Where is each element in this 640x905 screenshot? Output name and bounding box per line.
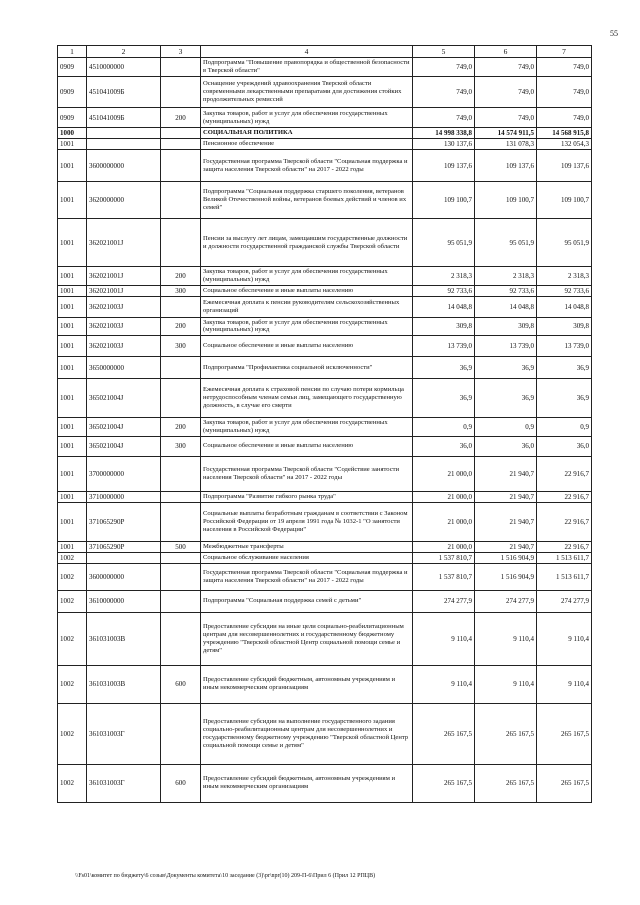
section-code-cell: 1001 xyxy=(58,296,87,317)
header-cell: 3 xyxy=(161,46,201,58)
amount-col7-cell: 22 916,7 xyxy=(537,502,592,541)
table-row xyxy=(58,502,592,541)
description-cell: Предоставление субсидии на выполнение государственного задания социально-реабилитационным центрам для несовершеннолетних и государственному бюджетному учреждению "Тверской областной Центр социальной помощи семье и детям" xyxy=(201,703,413,764)
expense-type-cell: 600 xyxy=(161,665,201,703)
amount-col5-cell: 130 137,6 xyxy=(413,139,475,150)
table-row xyxy=(58,128,592,139)
description-cell: Оснащение учреждений здравоохранения Тверской области современными лекарственными препаратами для достижения стойких продолжительных ремиссий xyxy=(201,77,413,108)
expense-type-cell xyxy=(161,456,201,491)
table-row xyxy=(58,436,592,456)
header-cell: 7 xyxy=(537,46,592,58)
section-code-cell: 1001 xyxy=(58,436,87,456)
amount-col5-cell: 13 739,0 xyxy=(413,336,475,357)
section-code-cell: 1001 xyxy=(58,541,87,552)
description-cell: Государственная программа Тверской области "Социальная поддержка и защита населения Тверской области" на 2017 - 2022 годы xyxy=(201,150,413,182)
amount-col5-cell: 309,8 xyxy=(413,317,475,336)
amount-col5-cell: 21 000,0 xyxy=(413,541,475,552)
table-row xyxy=(58,552,592,563)
expense-type-cell xyxy=(161,58,201,77)
amount-col6-cell: 265 167,5 xyxy=(475,703,537,764)
amount-col6-cell: 749,0 xyxy=(475,58,537,77)
amount-col5-cell: 9 110,4 xyxy=(413,665,475,703)
section-code-cell: 1001 xyxy=(58,336,87,357)
page-number: 55 xyxy=(610,29,618,38)
table-row xyxy=(58,58,592,77)
amount-col5-cell: 265 167,5 xyxy=(413,764,475,802)
section-code-cell: 1001 xyxy=(58,285,87,296)
amount-col5-cell: 14 048,8 xyxy=(413,296,475,317)
target-code-cell: 361031003Г xyxy=(87,703,161,764)
expense-type-cell xyxy=(161,502,201,541)
description-cell: Подпрограмма "Профилактика социальной исключенности" xyxy=(201,357,413,379)
amount-col7-cell: 92 733,6 xyxy=(537,285,592,296)
amount-col6-cell: 95 051,9 xyxy=(475,219,537,267)
amount-col5-cell: 9 110,4 xyxy=(413,612,475,665)
section-code-cell: 0909 xyxy=(58,58,87,77)
description-cell: Предоставление субсидий бюджетным, автономным учреждениям и иным некоммерческим организациям xyxy=(201,764,413,802)
expense-type-cell: 300 xyxy=(161,285,201,296)
target-code-cell: 4510000000 xyxy=(87,58,161,77)
target-code-cell: 365021004J xyxy=(87,436,161,456)
expense-type-cell xyxy=(161,150,201,182)
amount-col6-cell: 36,9 xyxy=(475,357,537,379)
expense-type-cell: 600 xyxy=(161,764,201,802)
amount-col6-cell: 2 318,3 xyxy=(475,267,537,286)
table-row xyxy=(58,418,592,437)
amount-col7-cell: 9 110,4 xyxy=(537,612,592,665)
amount-col5-cell: 749,0 xyxy=(413,108,475,128)
amount-col5-cell: 2 318,3 xyxy=(413,267,475,286)
amount-col6-cell: 131 078,3 xyxy=(475,139,537,150)
table-row xyxy=(58,764,592,802)
expense-type-cell xyxy=(161,703,201,764)
description-cell: Закупка товаров, работ и услуг для обеспечения государственных (муниципальных) нужд xyxy=(201,317,413,336)
amount-col7-cell: 109 137,6 xyxy=(537,150,592,182)
amount-col6-cell: 14 574 911,5 xyxy=(475,128,537,139)
table-row xyxy=(58,703,592,764)
description-cell: Ежемесячная доплата к пенсии руководителям сельскохозяйственных организаций xyxy=(201,296,413,317)
amount-col7-cell: 265 167,5 xyxy=(537,764,592,802)
table-row xyxy=(58,590,592,612)
amount-col7-cell: 1 513 611,7 xyxy=(537,563,592,590)
expense-type-cell xyxy=(161,379,201,418)
section-code-cell: 1002 xyxy=(58,590,87,612)
target-code-cell xyxy=(87,552,161,563)
table-row xyxy=(58,285,592,296)
amount-col5-cell: 21 000,0 xyxy=(413,491,475,502)
table-row xyxy=(58,456,592,491)
amount-col5-cell: 749,0 xyxy=(413,58,475,77)
amount-col5-cell: 14 998 338,8 xyxy=(413,128,475,139)
amount-col6-cell: 749,0 xyxy=(475,108,537,128)
target-code-cell: 3610000000 xyxy=(87,590,161,612)
target-code-cell: 361031003В xyxy=(87,612,161,665)
amount-col7-cell: 95 051,9 xyxy=(537,219,592,267)
description-cell: Социальное обеспечение и иные выплаты населению xyxy=(201,436,413,456)
amount-col6-cell: 21 940,7 xyxy=(475,491,537,502)
section-code-cell: 1002 xyxy=(58,563,87,590)
header-cell: 6 xyxy=(475,46,537,58)
amount-col6-cell: 21 940,7 xyxy=(475,456,537,491)
table-row xyxy=(58,612,592,665)
amount-col6-cell: 1 516 904,9 xyxy=(475,563,537,590)
table-row xyxy=(58,357,592,379)
target-code-cell: 361031003В xyxy=(87,665,161,703)
amount-col5-cell: 36,9 xyxy=(413,357,475,379)
target-code-cell: 365021004J xyxy=(87,379,161,418)
description-cell: Закупка товаров, работ и услуг для обеспечения государственных (муниципальных) нужд xyxy=(201,418,413,437)
target-code-cell: 3620000000 xyxy=(87,182,161,219)
description-cell: Закупка товаров, работ и услуг для обеспечения государственных (муниципальных) нужд xyxy=(201,108,413,128)
section-code-cell: 1001 xyxy=(58,267,87,286)
table-row xyxy=(58,491,592,502)
amount-col5-cell: 36,0 xyxy=(413,436,475,456)
expense-type-cell: 200 xyxy=(161,267,201,286)
section-code-cell: 1001 xyxy=(58,491,87,502)
amount-col6-cell: 274 277,9 xyxy=(475,590,537,612)
amount-col7-cell: 22 916,7 xyxy=(537,541,592,552)
section-code-cell: 1001 xyxy=(58,219,87,267)
amount-col7-cell: 14 568 915,8 xyxy=(537,128,592,139)
amount-col6-cell: 92 733,6 xyxy=(475,285,537,296)
amount-col6-cell: 36,9 xyxy=(475,379,537,418)
table-row xyxy=(58,77,592,108)
description-cell: Социальные выплаты безработным гражданам в соответствии с Законом Российской Федерации от 19 апреля 1991 года № 1032-1 "О занятости населения в Российской Федерации" xyxy=(201,502,413,541)
amount-col5-cell: 0,9 xyxy=(413,418,475,437)
table-row xyxy=(58,336,592,357)
target-code-cell: 3700000000 xyxy=(87,456,161,491)
amount-col7-cell: 13 739,0 xyxy=(537,336,592,357)
description-cell: Социальное обеспечение и иные выплаты населению xyxy=(201,285,413,296)
section-code-cell: 1002 xyxy=(58,703,87,764)
expense-type-cell: 300 xyxy=(161,436,201,456)
amount-col6-cell: 21 940,7 xyxy=(475,502,537,541)
description-cell: Ежемесячная доплата к страховой пенсии по случаю потери кормильца нетрудоспособным членам семьи лиц, замещающего государственную должность, в случае его смерти xyxy=(201,379,413,418)
expense-type-cell xyxy=(161,296,201,317)
section-code-cell: 0909 xyxy=(58,108,87,128)
amount-col6-cell: 309,8 xyxy=(475,317,537,336)
target-code-cell: 362021003J xyxy=(87,336,161,357)
amount-col5-cell: 21 000,0 xyxy=(413,456,475,491)
expense-type-cell xyxy=(161,563,201,590)
expense-type-cell xyxy=(161,219,201,267)
amount-col5-cell: 109 137,6 xyxy=(413,150,475,182)
amount-col7-cell: 132 054,3 xyxy=(537,139,592,150)
target-code-cell: 371065290Р xyxy=(87,541,161,552)
amount-col7-cell: 109 100,7 xyxy=(537,182,592,219)
expense-type-cell xyxy=(161,128,201,139)
amount-col6-cell: 21 940,7 xyxy=(475,541,537,552)
amount-col7-cell: 0,9 xyxy=(537,418,592,437)
section-code-cell: 1000 xyxy=(58,128,87,139)
expense-type-cell: 200 xyxy=(161,317,201,336)
target-code-cell: 3600000000 xyxy=(87,150,161,182)
table-row xyxy=(58,108,592,128)
amount-col7-cell: 22 916,7 xyxy=(537,491,592,502)
amount-col5-cell: 21 000,0 xyxy=(413,502,475,541)
section-code-cell: 1002 xyxy=(58,552,87,563)
budget-table-body xyxy=(58,46,592,803)
table-row xyxy=(58,563,592,590)
amount-col7-cell: 36,9 xyxy=(537,379,592,418)
header-cell: 5 xyxy=(413,46,475,58)
header-cell: 2 xyxy=(87,46,161,58)
description-cell: Государственная программа Тверской области "Содействие занятости населения Тверской области" на 2017 - 2022 годы xyxy=(201,456,413,491)
amount-col6-cell: 0,9 xyxy=(475,418,537,437)
amount-col7-cell: 36,9 xyxy=(537,357,592,379)
section-code-cell: 1001 xyxy=(58,418,87,437)
amount-col7-cell: 749,0 xyxy=(537,58,592,77)
amount-col7-cell: 749,0 xyxy=(537,108,592,128)
amount-col5-cell: 95 051,9 xyxy=(413,219,475,267)
section-code-cell: 1001 xyxy=(58,379,87,418)
section-code-cell: 1001 xyxy=(58,150,87,182)
amount-col5-cell: 36,9 xyxy=(413,379,475,418)
amount-col6-cell: 14 048,8 xyxy=(475,296,537,317)
amount-col7-cell: 14 048,8 xyxy=(537,296,592,317)
target-code-cell: 3710000000 xyxy=(87,491,161,502)
header-cell: 1 xyxy=(58,46,87,58)
expense-type-cell: 200 xyxy=(161,108,201,128)
description-cell: Закупка товаров, работ и услуг для обеспечения государственных (муниципальных) нужд xyxy=(201,267,413,286)
description-cell: Государственная программа Тверской области "Социальная поддержка и защита населения Тверской области" на 2017 - 2022 годы xyxy=(201,563,413,590)
target-code-cell: 362021001J xyxy=(87,219,161,267)
expense-type-cell: 300 xyxy=(161,336,201,357)
amount-col5-cell: 749,0 xyxy=(413,77,475,108)
expense-type-cell: 200 xyxy=(161,418,201,437)
description-cell: Социальное обслуживание населения xyxy=(201,552,413,563)
amount-col5-cell: 1 537 810,7 xyxy=(413,563,475,590)
expense-type-cell xyxy=(161,612,201,665)
amount-col6-cell: 109 100,7 xyxy=(475,182,537,219)
amount-col6-cell: 9 110,4 xyxy=(475,665,537,703)
expense-type-cell: 500 xyxy=(161,541,201,552)
file-path-footer: \\Fs01\комитет по бюджету\6 созыв\Документы комитета\10 заседание (3)\pr\npr(10) 209-П-6\Прил 6 (Прил 12 РПЦВ) xyxy=(75,873,376,879)
table-row xyxy=(58,139,592,150)
table-row xyxy=(58,317,592,336)
section-code-cell: 1001 xyxy=(58,317,87,336)
description-cell: Подпрограмма "Социальная поддержка семей с детьми" xyxy=(201,590,413,612)
target-code-cell: 362021001J xyxy=(87,285,161,296)
target-code-cell: 3600000000 xyxy=(87,563,161,590)
amount-col6-cell: 36,0 xyxy=(475,436,537,456)
amount-col7-cell: 36,0 xyxy=(537,436,592,456)
section-code-cell: 1001 xyxy=(58,456,87,491)
amount-col7-cell: 274 277,9 xyxy=(537,590,592,612)
section-code-cell: 1001 xyxy=(58,357,87,379)
section-code-cell: 1002 xyxy=(58,665,87,703)
target-code-cell: 365021004J xyxy=(87,418,161,437)
amount-col7-cell: 9 110,4 xyxy=(537,665,592,703)
amount-col7-cell: 2 318,3 xyxy=(537,267,592,286)
target-code-cell: 362021003J xyxy=(87,296,161,317)
table-row xyxy=(58,379,592,418)
target-code-cell: 362021001J xyxy=(87,267,161,286)
amount-col7-cell: 22 916,7 xyxy=(537,456,592,491)
section-code-cell: 1001 xyxy=(58,502,87,541)
amount-col5-cell: 1 537 810,7 xyxy=(413,552,475,563)
header-cell: 4 xyxy=(201,46,413,58)
section-code-cell: 0909 xyxy=(58,77,87,108)
target-code-cell xyxy=(87,139,161,150)
section-code-cell: 1002 xyxy=(58,764,87,802)
section-code-cell: 1001 xyxy=(58,182,87,219)
table-row xyxy=(58,267,592,286)
amount-col6-cell: 265 167,5 xyxy=(475,764,537,802)
expense-type-cell xyxy=(161,77,201,108)
amount-col6-cell: 1 516 904,9 xyxy=(475,552,537,563)
target-code-cell: 362021003J xyxy=(87,317,161,336)
target-code-cell: 451041009Б xyxy=(87,77,161,108)
section-code-cell: 1001 xyxy=(58,139,87,150)
amount-col5-cell: 265 167,5 xyxy=(413,703,475,764)
amount-col5-cell: 92 733,6 xyxy=(413,285,475,296)
table-row xyxy=(58,665,592,703)
amount-col6-cell: 109 137,6 xyxy=(475,150,537,182)
target-code-cell: 3650000000 xyxy=(87,357,161,379)
description-cell: Пенсии за выслугу лет лицам, замещавшим государственные должности и должности государственной гражданской службы Тверской области xyxy=(201,219,413,267)
expense-type-cell xyxy=(161,552,201,563)
target-code-cell: 361031003Г xyxy=(87,764,161,802)
target-code-cell: 371065290Р xyxy=(87,502,161,541)
expense-type-cell xyxy=(161,491,201,502)
amount-col6-cell: 749,0 xyxy=(475,77,537,108)
amount-col7-cell: 749,0 xyxy=(537,77,592,108)
header-row xyxy=(58,46,592,58)
description-cell: Подпрограмма "Развитие гибкого рынка труда" xyxy=(201,491,413,502)
amount-col7-cell: 1 513 611,7 xyxy=(537,552,592,563)
target-code-cell: 451041009Б xyxy=(87,108,161,128)
description-cell: Пенсионное обеспечение xyxy=(201,139,413,150)
section-code-cell: 1002 xyxy=(58,612,87,665)
description-cell: Предоставление субсидий бюджетным, автономным учреждениям и иным некоммерческим организациям xyxy=(201,665,413,703)
amount-col5-cell: 109 100,7 xyxy=(413,182,475,219)
expense-type-cell xyxy=(161,357,201,379)
description-cell: Подпрограмма "Повышение правопорядка и общественной безопасности в Тверской области" xyxy=(201,58,413,77)
amount-col7-cell: 265 167,5 xyxy=(537,703,592,764)
budget-table xyxy=(57,45,592,803)
description-cell: Подпрограмма "Социальная поддержка старшего поколения, ветеранов Великой Отечественной войны, ветеранов боевых действий и членов их семей" xyxy=(201,182,413,219)
expense-type-cell xyxy=(161,139,201,150)
table-row xyxy=(58,182,592,219)
description-cell: Межбюджетные трансферты xyxy=(201,541,413,552)
description-cell: Предоставление субсидии на иные цели социально-реабилитационным центрам для несовершеннолетних и государственному бюджетному учреждению "Тверской областной Центр социальной помощи семье и детям" xyxy=(201,612,413,665)
target-code-cell xyxy=(87,128,161,139)
description-cell: Социальное обеспечение и иные выплаты населению xyxy=(201,336,413,357)
amount-col5-cell: 274 277,9 xyxy=(413,590,475,612)
table-row xyxy=(58,150,592,182)
expense-type-cell xyxy=(161,590,201,612)
amount-col7-cell: 309,8 xyxy=(537,317,592,336)
table-row xyxy=(58,219,592,267)
amount-col6-cell: 9 110,4 xyxy=(475,612,537,665)
table-row xyxy=(58,541,592,552)
amount-col6-cell: 13 739,0 xyxy=(475,336,537,357)
expense-type-cell xyxy=(161,182,201,219)
table-row xyxy=(58,296,592,317)
description-cell: СОЦИАЛЬНАЯ ПОЛИТИКА xyxy=(201,128,413,139)
